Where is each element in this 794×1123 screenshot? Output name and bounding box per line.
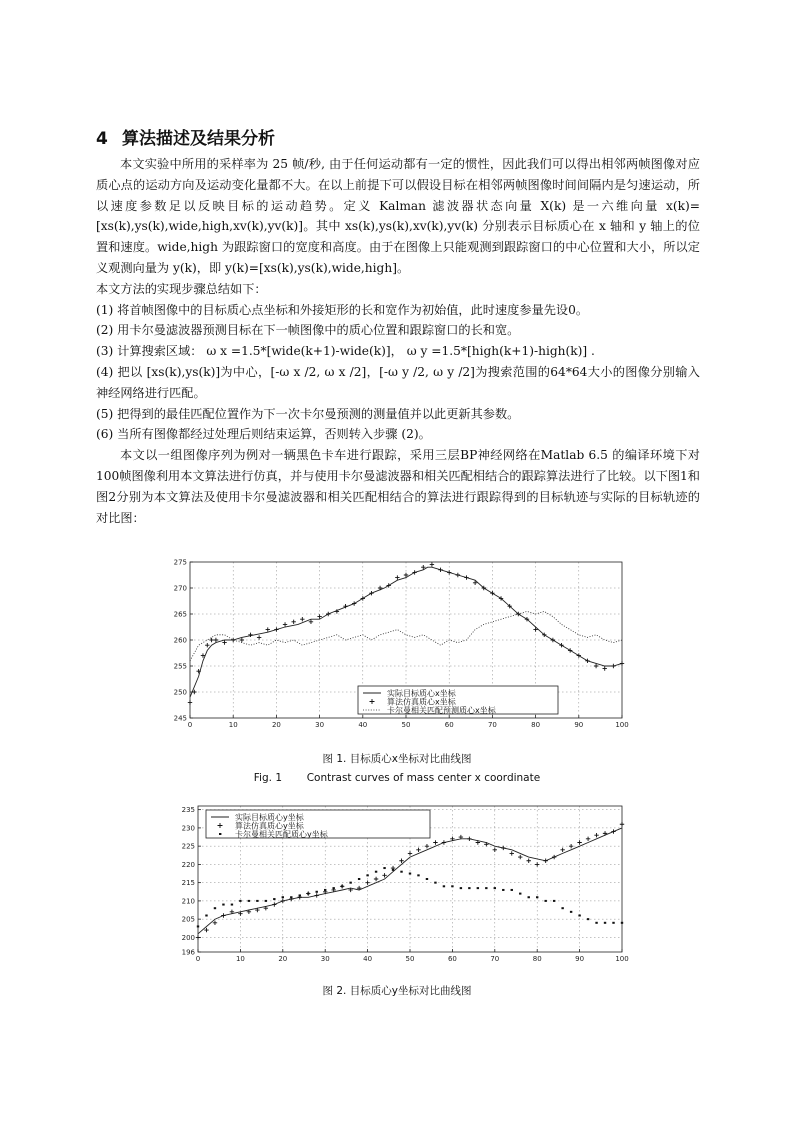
chart2-xtick-label-5: 50: [405, 955, 415, 963]
chart2-series-2-point-33: [477, 887, 479, 889]
figure-1-chart: [162, 556, 632, 732]
chart1-series-1-point-52: [611, 664, 615, 668]
chart1-ytick-label-0: 245: [173, 714, 187, 723]
chart1-legend-label-0: 实际目标质心x坐标: [387, 689, 456, 698]
chart1-ytick-label-3: 260: [173, 636, 187, 645]
section-number: 4: [96, 129, 108, 149]
chart2-series-2-point-35: [494, 887, 496, 889]
chart2-series-2-point-31: [460, 887, 462, 889]
chart2-legend-label-1: 算法仿真质心y坐标: [235, 821, 304, 831]
chart2-series-2-point-30: [451, 885, 453, 887]
chart1-series-1-point-29: [412, 570, 416, 574]
chart1-xtick-label-2: 20: [271, 721, 281, 729]
chart1-ytick-label-1: 250: [173, 688, 187, 697]
chart2-series-2-point-32: [468, 887, 470, 889]
chart1-series-1-point-22: [352, 601, 356, 605]
chart2-series-1-point-49: [611, 829, 615, 833]
chart2-legend-swatch-2: [219, 833, 221, 835]
chart1-series-1-point-45: [551, 638, 555, 642]
figure-1-caption-cn: 图 1. 目标质心x坐标对比曲线图: [322, 753, 472, 765]
chart2-series-1-point-29: [442, 840, 446, 844]
figure-2: [168, 800, 634, 966]
chart2-series-2-point-16: [332, 887, 334, 889]
chart1-series-1-point-16: [300, 617, 304, 621]
chart2-series-2-point-22: [383, 867, 385, 869]
chart2-series-2-point-23: [392, 869, 394, 871]
chart2-series-2-point-2: [214, 907, 216, 909]
chart1-ytick-label-6: 275: [173, 558, 187, 567]
chart1-xtick-label-3: 30: [315, 721, 325, 729]
step-4: (4) 把以 [xs(k),ys(k)]为中心，[-ω x /2, ω x /2]，[-ω y /2, ω y /2]为搜索范围的64*64大小的图像分别输入神经网络进行匹配。: [96, 364, 700, 400]
chart1-series-1-point-23: [361, 596, 365, 600]
chart2-ytick-label-7: 230: [181, 824, 195, 833]
chart1-series-1-point-8: [231, 638, 235, 642]
chart2-series-1-point-35: [493, 848, 497, 852]
chart2-series-2-point-47: [595, 922, 597, 924]
chart2-plot: [182, 806, 629, 963]
chart1-series-1-point-53: [620, 661, 624, 665]
chart1-series-1-point-33: [447, 570, 451, 574]
chart1-series-1-point-34: [456, 573, 460, 577]
chart2-xtick-label-4: 40: [363, 955, 373, 963]
chart2-series-2-point-39: [528, 896, 530, 898]
chart2-series-2-point-18: [349, 882, 351, 884]
chart2-series-2-point-24: [400, 871, 402, 873]
chart2-legend-label-2: 卡尔曼相关匹配质心y坐标: [235, 830, 328, 839]
chart2-series-1-point-50: [620, 822, 624, 826]
chart2-xtick-label-6: 60: [447, 955, 457, 963]
chart2-series-1-point-24: [399, 859, 403, 863]
step-3: (3) 计算搜索区域： ω x =1.5*[wide(k+1)-wide(k)]， ω y =1.5*[high(k+1)-high(k)] .: [96, 344, 595, 359]
chart1-series-1-point-26: [387, 583, 391, 587]
chart2-series-2-point-41: [544, 900, 546, 902]
chart1-series-1-point-49: [585, 659, 589, 663]
chart2-series-1-point-9: [272, 902, 276, 906]
chart1-xtick-label-5: 50: [401, 721, 411, 729]
chart1-series-1-point-24: [369, 591, 373, 595]
chart2-ytick-label-8: 235: [181, 806, 195, 815]
chart2-series-2-point-12: [299, 894, 301, 896]
chart2-series-1-point-3: [221, 913, 225, 917]
chart2-series-2-point-40: [536, 896, 538, 898]
chart2-ytick-label-5: 220: [181, 860, 195, 869]
chart2-series-2-point-49: [612, 922, 614, 924]
chart2-series-1-point-27: [425, 844, 429, 848]
chart2-series-1-point-20: [365, 880, 369, 884]
chart2-series-2-point-1: [205, 915, 207, 917]
chart2-xtick-label-8: 80: [532, 955, 542, 963]
chart2-series-2-point-50: [621, 922, 623, 924]
chart1-xtick-label-4: 40: [358, 721, 368, 729]
chart1-ytick-label-5: 270: [173, 584, 187, 593]
chart2-series-2-point-17: [341, 885, 343, 887]
chart2-xtick-label-1: 10: [235, 955, 245, 963]
chart2-series-1-point-14: [315, 893, 319, 897]
chart1-series-1-point-0: [188, 700, 192, 704]
chart2-ytick-label-1: 200: [181, 933, 195, 942]
chart1-series-1-point-32: [438, 568, 442, 572]
chart2-series-1-point-41: [543, 859, 547, 863]
chart2-series-2-point-11: [290, 896, 292, 898]
chart1-legend-label-2: 卡尔曼相关匹配预测质心x坐标: [387, 706, 496, 715]
chart1-series-1-point-14: [283, 622, 287, 626]
chart2-xtick-label-9: 90: [575, 955, 585, 963]
chart2-series-2-point-5: [239, 900, 241, 902]
chart2-series-2-point-0: [197, 925, 199, 927]
chart2-xtick-label-10: 100: [615, 955, 629, 963]
chart2-series-2-point-37: [511, 889, 513, 891]
chart1-plot: [174, 559, 629, 730]
chart1-series-1-point-38: [490, 591, 494, 595]
chart1-series-1-point-4: [205, 643, 209, 647]
chart2-series-2-point-10: [282, 896, 284, 898]
chart2-series-1-point-2: [213, 921, 217, 925]
paragraph-steps-intro: 本文方法的实现步骤总结如下：: [96, 281, 267, 296]
chart2-series-2-point-20: [366, 874, 368, 876]
chart1-series-1-point-51: [603, 666, 607, 670]
paragraph-experiment: 本文以一组图像序列为例对一辆黑色卡车进行跟踪，采用三层BP神经网络在Matlab 6.5 的编译环境下对100帧图像利用本文算法进行仿真，并与使用卡尔曼滤波器和相关匹配相结合的跟踪算法进行了比较。以下图1和图2分别为本文算法及使用卡尔曼滤波器和相关匹配相结合的算法进行跟踪得到的目标轨迹与实际的目标轨迹的对比图：: [96, 448, 700, 525]
chart1-xtick-label-8: 80: [531, 721, 541, 729]
chart2-series-2-point-19: [358, 878, 360, 880]
chart1-series-1-point-31: [430, 562, 434, 566]
chart2-series-1-point-25: [408, 851, 412, 855]
chart2-series-2-point-8: [265, 900, 267, 902]
paragraph-intro: 本文实验中所用的采样率为 25 帧/秒, 由于任何运动都有一定的惯性，因此我们可以得出相邻两帧图像对应质心点的运动方向及运动变化量都不大。在以上前提下可以假设目标在相邻两帧图像时间间隔内是匀速运动，所以速度参数足以反映目标的运动趋势。定义 Kalman 滤波器状态向量 X(k) 是一六维向量 x(k)=[xs(k),ys(k),wide,high,xv(k),yv(k)]。其中 xs(k),ys(k),xv(k),yv(k) 分别表示目标质心在 x 轴和 y 轴上的位置和速度。wide,high 为跟踪窗口的宽度和高度。由于在图像上只能观测到跟踪窗口的中心位置和大小，所以定义观测向量为 y(k)，即 y(k)=[xs(k),ys(k),wide,high]。: [96, 157, 700, 275]
step-5: (5) 把得到的最佳匹配位置作为下一次卡尔曼预测的测量值并以此更新其参数。: [96, 406, 520, 421]
chart2-legend-label-0: 实际目标质心y坐标: [235, 813, 304, 822]
chart1-series-1-point-47: [568, 648, 572, 652]
chart2-ytick-label-6: 225: [181, 842, 195, 851]
chart2-series-1-point-21: [374, 877, 378, 881]
chart2-ytick-label-4: 215: [181, 879, 195, 888]
chart2-series-1-point-40: [535, 862, 539, 866]
chart2-series-2-point-13: [307, 893, 309, 895]
chart1-series-1-point-5: [209, 638, 213, 642]
chart1-ytick-label-2: 255: [173, 662, 187, 671]
chart1-series-1-point-48: [577, 653, 581, 657]
chart2-xtick-label-7: 70: [490, 955, 500, 963]
figure-2-chart: [168, 800, 634, 966]
chart1-series-1-point-46: [559, 643, 563, 647]
chart1-series-1-point-12: [266, 627, 270, 631]
chart2-series-2-point-43: [561, 907, 563, 909]
chart2-series-2-point-21: [375, 871, 377, 873]
chart1-series-1-point-35: [464, 575, 468, 579]
chart2-series-1-point-22: [382, 873, 386, 877]
chart2-series-2-point-25: [409, 873, 411, 875]
chart2-series-1-point-32: [467, 837, 471, 841]
section-title: 算法描述及结果分析: [122, 129, 275, 149]
chart1-series-1-point-50: [594, 664, 598, 668]
chart2-series-1-point-39: [527, 859, 531, 863]
chart2-series-1-point-36: [501, 846, 505, 850]
chart2-series-2-point-34: [485, 887, 487, 889]
chart1-series-1-point-15: [291, 620, 295, 624]
chart2-series-1-point-47: [594, 833, 598, 837]
chart1-series-1-point-6: [214, 638, 218, 642]
chart2-series-2-point-4: [231, 904, 233, 906]
step-6: (6) 当所有图像都经过处理后则结束运算，否则转入步骤 (2)。: [96, 427, 431, 442]
chart1-series-1-point-27: [395, 575, 399, 579]
chart1-xtick-label-6: 60: [444, 721, 454, 729]
chart2-series-2-point-46: [587, 918, 589, 920]
chart2-series-2-point-29: [443, 885, 445, 887]
chart2-ytick-label-0: 196: [181, 948, 195, 957]
chart2-series-2-point-42: [553, 900, 555, 902]
chart2-series-2-point-48: [604, 922, 606, 924]
chart1-xtick-label-10: 100: [615, 721, 629, 729]
chart1-xtick-label-7: 70: [487, 721, 497, 729]
chart1-xtick-label-1: 10: [228, 721, 238, 729]
step-1: (1) 将首帧图像中的目标质心点坐标和外接矩形的长和宽作为初始值，此时速度参量先设0。: [96, 302, 589, 317]
chart1-series-1-point-13: [274, 627, 278, 631]
chart2-series-1-point-37: [510, 851, 514, 855]
chart1-series-1-point-7: [222, 640, 226, 644]
chart1-series-1-point-19: [326, 612, 330, 616]
chart2-series-2-point-14: [316, 891, 318, 893]
chart2-series-0-line: [198, 828, 622, 934]
figure-2-caption-cn: 图 2. 目标质心y坐标对比曲线图: [322, 985, 472, 997]
figure-1-label: Fig. 1: [253, 772, 282, 784]
chart2-series-1-point-28: [433, 840, 437, 844]
chart2-series-2-point-6: [248, 900, 250, 902]
chart2-series-0: [198, 828, 622, 934]
chart2-series-2-point-3: [222, 904, 224, 906]
body-text: [96, 154, 700, 528]
section-heading: [96, 124, 275, 149]
chart2-series-1-point-38: [518, 855, 522, 859]
chart2-ytick-label-2: 205: [181, 915, 195, 924]
step-2: (2) 用卡尔曼滤波器预测目标在下一帧图像中的质心位置和跟踪窗口的长和宽。: [96, 323, 520, 338]
chart2-series-1-point-26: [416, 848, 420, 852]
chart2-series-2-point-26: [417, 874, 419, 876]
chart2-series-2-point-44: [570, 911, 572, 913]
figure-1: [162, 556, 632, 732]
chart1-xtick-label-0: 0: [187, 721, 193, 729]
figure-1-caption-text: Contrast curves of mass center x coordinate: [306, 772, 541, 784]
chart2-xtick-label-0: 0: [195, 955, 201, 963]
chart1-legend-label-1: 算法仿真质心x坐标: [387, 697, 456, 707]
chart2-series-1-point-45: [577, 840, 581, 844]
chart1-series-1-point-9: [240, 638, 244, 642]
chart2-series-1-point-1: [204, 928, 208, 932]
chart2-series-1-point-42: [552, 855, 556, 859]
chart2-series-2-point-38: [519, 893, 521, 895]
chart2-series-1-point-43: [560, 848, 564, 852]
chart1-ytick-label-4: 265: [173, 610, 187, 619]
chart2-ytick-label-3: 210: [181, 897, 195, 906]
chart2-series-2-point-27: [426, 878, 428, 880]
chart2-series-2-point-45: [578, 915, 580, 917]
chart2-series-1-point-44: [569, 844, 573, 848]
chart1-series-1-point-11: [257, 635, 261, 639]
chart2-series-1-point-0: [196, 935, 200, 939]
chart2-series-2-point-7: [256, 900, 258, 902]
figure-1-caption-en: [0, 772, 794, 784]
chart2-series-2-point-9: [273, 898, 275, 900]
chart2-series-2-point-36: [502, 889, 504, 891]
chart2-xtick-label-3: 30: [320, 955, 330, 963]
chart1-legend: [358, 686, 558, 715]
chart2-series-1-point-10: [281, 899, 285, 903]
chart2-xtick-label-2: 20: [278, 955, 288, 963]
chart2-series-1-point-46: [586, 837, 590, 841]
chart2-series-1: [196, 822, 624, 940]
chart2-legend: [206, 810, 430, 839]
chart2-series-2-point-15: [324, 889, 326, 891]
chart1-xtick-label-9: 90: [574, 721, 584, 729]
chart2-series-2-point-28: [434, 882, 436, 884]
